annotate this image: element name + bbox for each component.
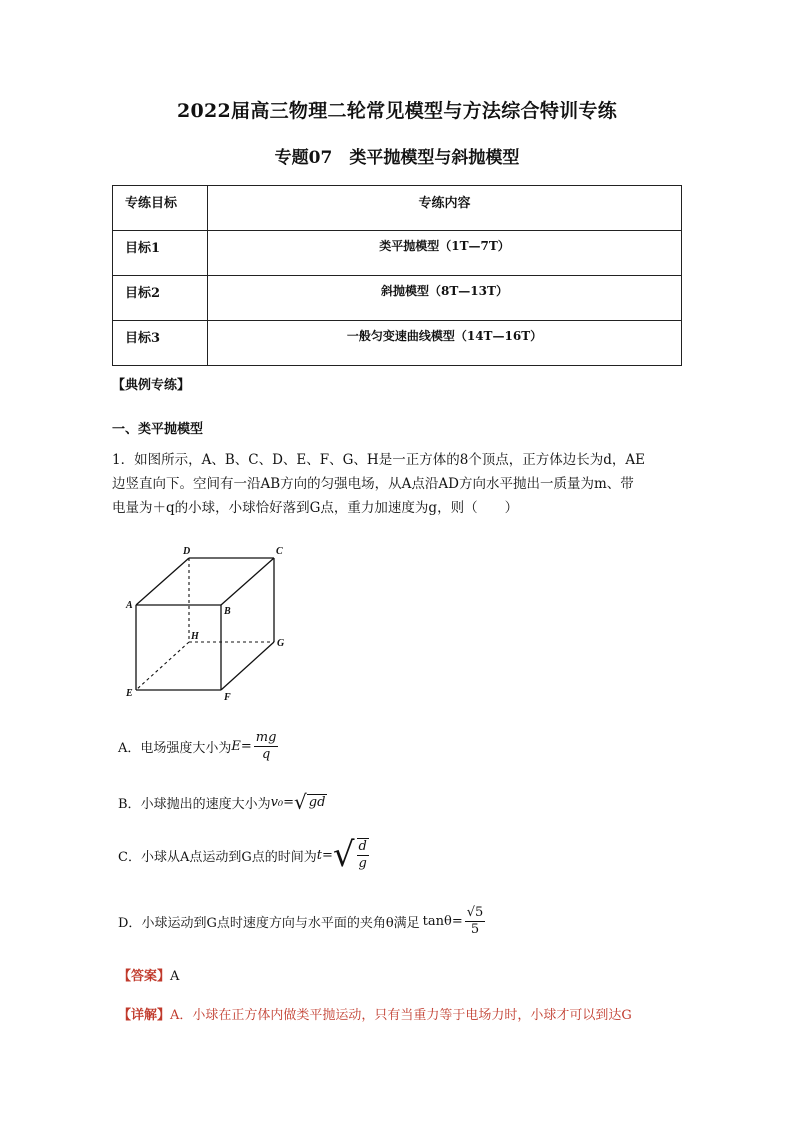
table-cell: 一般匀变速曲线模型（14T—16T） xyxy=(208,321,682,366)
fraction xyxy=(254,730,279,763)
vertex-label-e: E xyxy=(126,688,133,699)
square-root xyxy=(332,835,371,875)
option-c[interactable] xyxy=(118,835,371,875)
document-title: 2022届高三物理二轮常见模型与方法综合特训专练 xyxy=(176,100,618,122)
question-line-3: 电量为＋q的小球，小球恰好落到G点，重力加速度为g，则（ ） xyxy=(112,500,519,516)
question-number: 1． xyxy=(112,452,135,468)
answer-tag: 【答案】 xyxy=(118,969,171,984)
question-1 xyxy=(112,448,682,520)
question-line xyxy=(112,448,682,472)
option-text: 小球抛出的速度大小为 xyxy=(140,796,271,812)
option-lhs: tanθ= xyxy=(422,914,463,929)
table-cell: 类平抛模型（1T—7T） xyxy=(208,231,682,276)
table-header-cell: 专练内容 xyxy=(208,186,682,231)
answer xyxy=(118,965,179,984)
fraction-denominator: q xyxy=(261,747,271,762)
fraction-numerator: √5 xyxy=(466,905,484,920)
section-part1: 一、类平抛模型 xyxy=(112,422,204,437)
option-label: A． xyxy=(118,741,141,756)
detail-tag: 【详解】 xyxy=(118,1008,171,1023)
vertex-label-h: H xyxy=(191,631,199,642)
table-row xyxy=(113,321,682,366)
table-row xyxy=(113,276,682,321)
option-lhs: t= xyxy=(316,847,333,863)
option-a[interactable] xyxy=(118,730,280,763)
option-text: 小球从A点运动到G点的时间为 xyxy=(140,849,317,865)
vertex-label-d: D xyxy=(183,546,191,557)
table-cell: 目标1 xyxy=(113,231,208,276)
table-cell: 斜抛模型（8T—13T） xyxy=(208,276,682,321)
cube-figure xyxy=(118,540,288,700)
table-cell: 目标3 xyxy=(113,321,208,366)
vertex-label-c: C xyxy=(276,546,283,557)
vertex-label-b: B xyxy=(224,606,231,617)
option-lhs: v₀= xyxy=(270,794,295,810)
goals-table xyxy=(112,185,682,366)
radical-sign-icon: √ xyxy=(294,790,307,814)
table-cell: 目标2 xyxy=(113,276,208,321)
option-label: C． xyxy=(118,849,141,865)
section-examples: 【典例专练】 xyxy=(112,378,191,393)
fraction-denominator: 5 xyxy=(470,922,480,937)
vertex-label-f: F xyxy=(224,692,231,700)
fraction-numerator: mg xyxy=(255,730,277,745)
vertex-label-a: A xyxy=(126,600,133,611)
question-line-1: 如图所示，A、B、C、D、E、F、G、H是一正方体的8个顶点，正方体边长为d，AE xyxy=(134,452,646,468)
table-header-row xyxy=(113,186,682,231)
fraction xyxy=(465,905,486,938)
option-label: D． xyxy=(118,916,142,931)
option-label: B． xyxy=(118,796,141,812)
fraction-denominator: g xyxy=(358,856,367,871)
square-root xyxy=(294,792,327,812)
detail-text: A．小球在正方体内做类平抛运动，只有当重力等于电场力时，小球才可以到达G xyxy=(170,1008,632,1023)
option-d[interactable] xyxy=(118,905,487,938)
option-text: 电场强度大小为 xyxy=(140,741,232,756)
answer-value: A xyxy=(170,969,180,984)
option-b[interactable] xyxy=(118,792,327,812)
question-line-2: 边竖直向下。空间有一沿AB方向的匀强电场，从A点沿AD方向水平抛出一质量为m、带 xyxy=(112,476,634,492)
table-row xyxy=(113,231,682,276)
radicand: gd xyxy=(308,795,326,810)
vertex-label-g: G xyxy=(277,638,285,649)
fraction-numerator: d xyxy=(358,839,367,854)
document-subtitle: 专题07 类平抛模型与斜抛模型 xyxy=(274,148,520,168)
table-header-cell: 专练目标 xyxy=(113,186,208,231)
radical-sign-icon: √ xyxy=(332,835,355,875)
option-text: 小球运动到G点时速度方向与水平面的夹角θ满足 xyxy=(141,916,420,931)
fraction xyxy=(357,838,369,872)
detail xyxy=(118,1005,678,1027)
option-lhs: E= xyxy=(231,739,252,754)
